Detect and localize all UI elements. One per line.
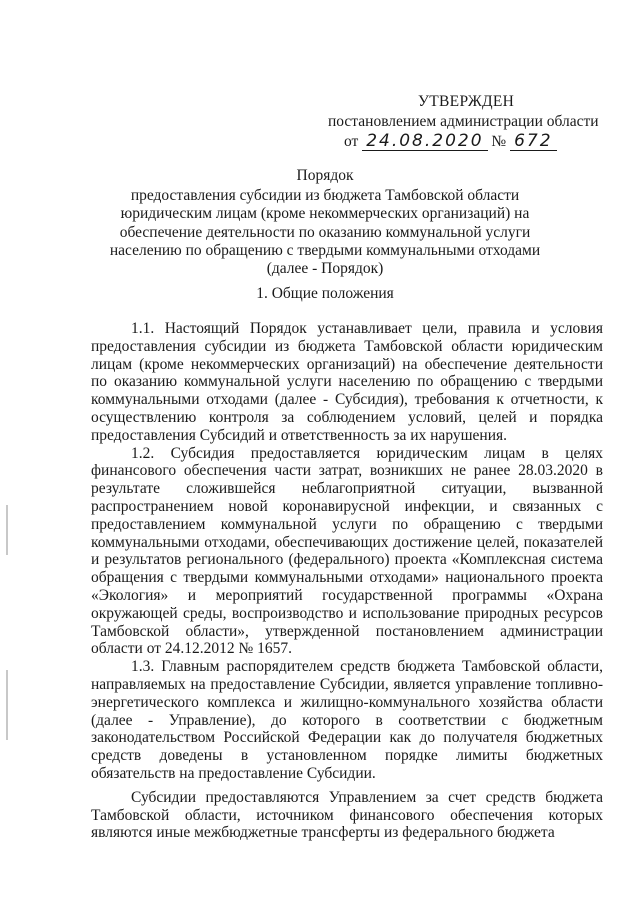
scan-margin-mark xyxy=(6,505,8,555)
section-heading: 1. Общие положения xyxy=(256,285,394,302)
approval-date-line xyxy=(326,132,616,152)
document-body xyxy=(91,320,603,842)
approval-heading: УТВЕРЖДЕН xyxy=(418,93,515,110)
document-title-block xyxy=(95,167,555,278)
handwritten-date: 24.08.2020 xyxy=(362,133,487,151)
from-label: от xyxy=(344,133,359,150)
approval-authority: постановлением администрации области xyxy=(328,113,599,130)
paragraph-1-2: 1.2. Субсидия предоставляется юридическим лицам в целях финансового обеспечения части затрат, возникших не ранее 28.03.2020 в результате сложившейся неблагоприятной ситуации, вызванной распространением новой коронавирусной инфекции, и связанных с предоставлением коммунальной услуги по обращению с твердыми коммунальными отходами, обеспечивающих достижение целей, показателей и результатов регионального (федерального) проекта «Комплексная система обращения с твердыми коммунальными отходами» национального проекта «Экология» и мероприятий государственной программы «Охрана окружающей среды, воспроизводство и использование природных ресурсов Тамбовской области», утвержденной постановлением администрации области от 24.12.2012 № 1657. xyxy=(91,444,603,658)
document-subtitle: предоставления субсидии из бюджета Тамбовской области юридическим лицам (кроме некоммерческих организаций) на обеспечение деятельности по оказанию коммунальной услуги населению по обращению с твердыми коммунальными отходами xyxy=(109,187,541,259)
paragraph-subsidy-source: Субсидии предоставляются Управлением за счет средств бюджета Тамбовской области, источником финансового обеспечения которых являются иные межбюджетные трансферты из федерального бюджета xyxy=(91,788,603,842)
scan-margin-mark xyxy=(6,670,8,740)
number-label: № xyxy=(491,133,507,150)
paragraph-1-3: 1.3. Главным распорядителем средств бюджета Тамбовской области, направляемых на предоставление Субсидии, является управление топливно-энергетического комплекса и жилищно-коммунального хозяйства области (далее - Управление), до которого в соответствии с бюджетным законодательством Российской Федерации как до получателя бюджетных средств доведены в установленном порядке лимиты бюджетных обязательств на предоставление Субсидии. xyxy=(91,658,603,782)
handwritten-number: 672 xyxy=(510,133,556,151)
paragraph-1-1: 1.1. Настоящий Порядок устанавливает цели, правила и условия предоставления субсидии из бюджета Тамбовской области юридическим лицам (кроме некоммерческих организаций) на обеспечение деятельности по оказанию коммунальной услуги населению по обращению с твердыми коммунальными отходами (далее - Субсидия), требования к отчетности, к осуществлению контроля за соблюдением условий, целей и порядка предоставления Субсидий и ответственность за их нарушения. xyxy=(91,320,603,444)
document-title: Порядок xyxy=(296,167,354,184)
approval-stamp xyxy=(326,92,616,152)
document-short-name: (далее - Порядок) xyxy=(266,260,384,278)
